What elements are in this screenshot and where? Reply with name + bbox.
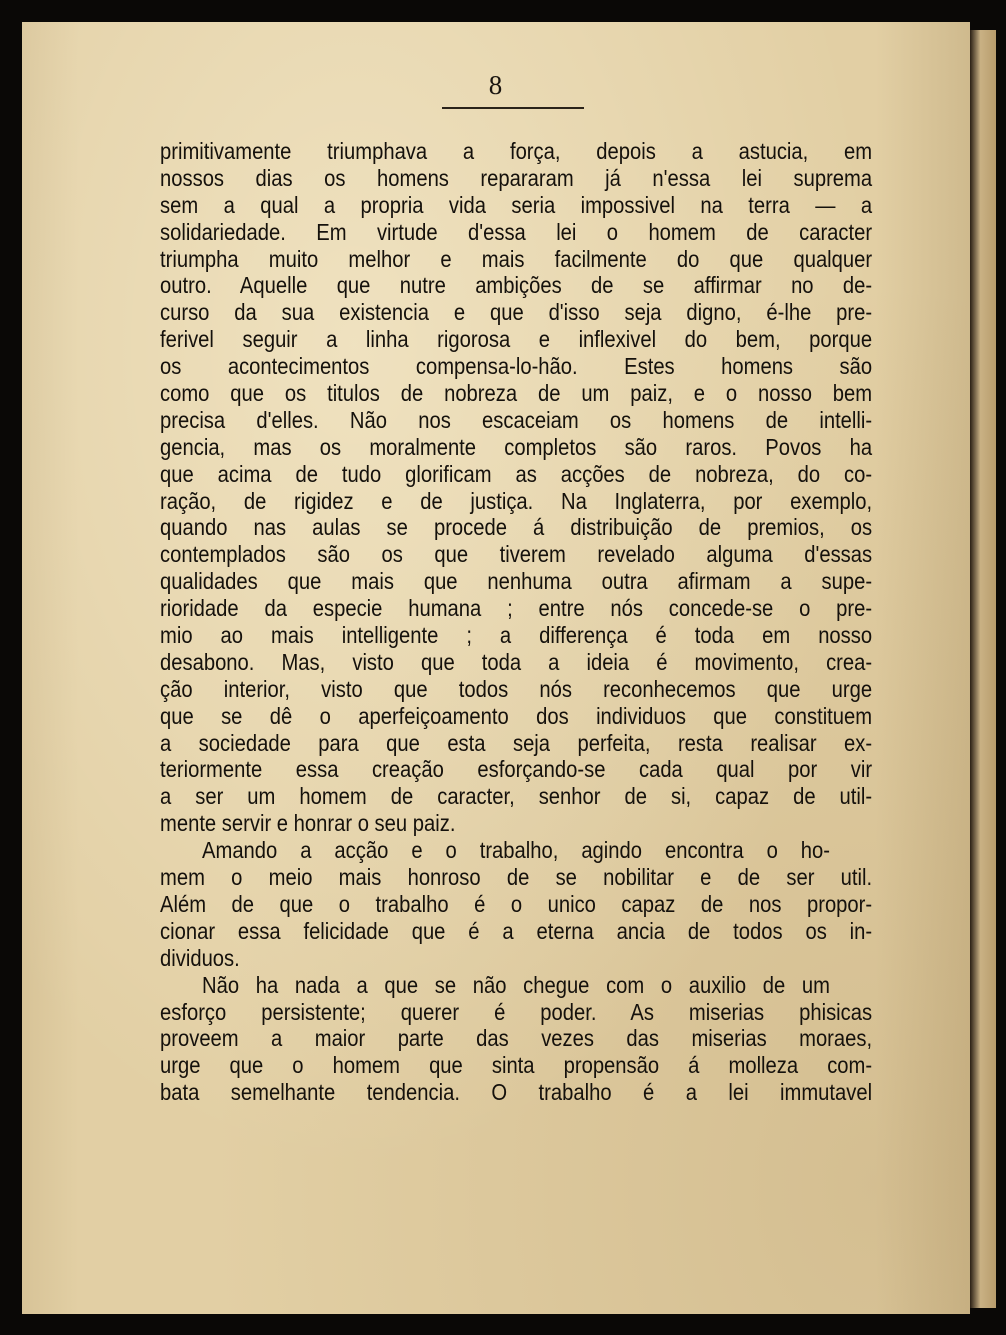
text-line [160,407,872,434]
text-line [160,864,872,891]
text-line [160,541,872,568]
text-line [160,299,872,326]
text-line [160,810,872,837]
text-line [160,595,872,622]
text-line [160,891,872,918]
text-line-content: mem o meio mais honroso de se nobilitar e de ser util. [160,864,873,891]
text-line [160,730,872,757]
text-line-content: teriormente essa creação esforçando-se cada qual por vir [160,756,873,783]
body-text [160,138,872,1106]
text-line [160,219,872,246]
adjacent-page-edge [970,30,996,1308]
text-line-content: proveem a maior parte das vezes das miserias moraes, [160,1025,873,1052]
header-rule [442,107,584,109]
text-line-content: Amando a acção e o trabalho, agindo encontra o ho- [202,837,830,864]
text-line [160,703,872,730]
text-line-content: urge que o homem que sinta propensão á molleza com- [160,1052,873,1079]
text-line-content: bata semelhante tendencia. O trabalho é a lei immutavel [160,1079,873,1106]
text-line [160,622,872,649]
text-line [160,165,872,192]
text-line [160,353,872,380]
text-line-content: Além de que o trabalho é o unico capaz de nos propor- [160,890,873,917]
text-line-content: ção interior, visto que todos nós reconhecemos que urge [160,675,873,702]
text-line-content: curso da sua existencia e que d'isso seja digno, é-lhe pre- [160,299,873,326]
text-line-content: os acontecimentos compensa-lo-hão. Estes homens são [160,353,873,380]
text-line-content: primitivamente triumphava a força, depois a astucia, em [160,138,873,164]
text-line-content: nossos dias os homens repararam já n'essa lei suprema [160,164,873,191]
text-line-content: como que os titulos de nobreza de um paiz, e o nosso bem [160,380,873,407]
text-line [160,138,872,165]
text-line-content: a ser um homem de caracter, senhor de si, capaz de util- [160,783,873,810]
text-line [160,918,872,945]
text-line [160,837,872,864]
text-line [160,514,872,541]
text-line-content: ferivel seguir a linha rigorosa e inflexivel do bem, porque [160,326,873,353]
text-line [160,1079,872,1106]
text-line-content: que se dê o aperfeiçoamento dos individuos que constituem [160,702,873,729]
text-line-content: precisa d'elles. Não nos escaceiam os homens de intelli- [160,406,873,433]
text-line-content: mio ao mais intelligente ; a differença é toda em nosso [160,622,873,649]
text-line [160,380,872,407]
text-line [160,1052,872,1079]
text-line-content: mente servir e honrar o seu paiz. [160,810,456,837]
text-line [160,568,872,595]
text-line-content: quando nas aulas se procede á distribuição de premios, os [160,514,873,541]
text-line-content: contemplados são os que tiverem revelado alguma d'essas [160,541,873,568]
text-line-content: a sociedade para que esta seja perfeita, resta realisar ex- [160,729,873,756]
text-line-content: dividuos. [160,944,240,971]
book-page [22,22,970,1314]
page-number: 8 [488,70,504,100]
text-line-content: gencia, mas os moralmente completos são raros. Povos ha [160,433,873,460]
text-line-content: qualidades que mais que nenhuma outra afirmam a supe- [160,568,873,595]
text-line-content: rioridade da especie humana ; entre nós concede-se o pre- [160,595,873,622]
text-line-content: ração, de rigidez e de justiça. Na Inglaterra, por exemplo, [160,487,873,514]
text-line [160,461,872,488]
text-line [160,676,872,703]
text-line [160,649,872,676]
text-line-content: triumpha muito melhor e mais facilmente do que qualquer [160,245,873,272]
text-line [160,1025,872,1052]
text-line [160,972,872,999]
text-line [160,488,872,515]
text-line [160,434,872,461]
text-line [160,783,872,810]
text-line-content: cionar essa felicidade que é a eterna ancia de todos os in- [160,917,873,944]
text-line [160,246,872,273]
text-line [160,326,872,353]
text-line [160,945,872,972]
text-line-content: sem a qual a propria vida seria impossivel na terra — a [160,191,873,218]
text-line [160,999,872,1026]
text-line-content: desabono. Mas, visto que toda a ideia é movimento, crea- [160,648,873,675]
text-line-content: que acima de tudo glorificam as acções de nobreza, do co- [160,460,873,487]
text-line-content: outro. Aquelle que nutre ambições de se affirmar no de- [160,272,873,299]
text-line-content: Não ha nada a que se não chegue com o auxilio de um [202,971,830,998]
text-line-content: solidariedade. Em virtude d'essa lei o homem de caracter [160,218,873,245]
text-line [160,272,872,299]
text-line [160,192,872,219]
text-line [160,756,872,783]
text-line-content: esforço persistente; querer é poder. As miserias phisicas [160,998,873,1025]
